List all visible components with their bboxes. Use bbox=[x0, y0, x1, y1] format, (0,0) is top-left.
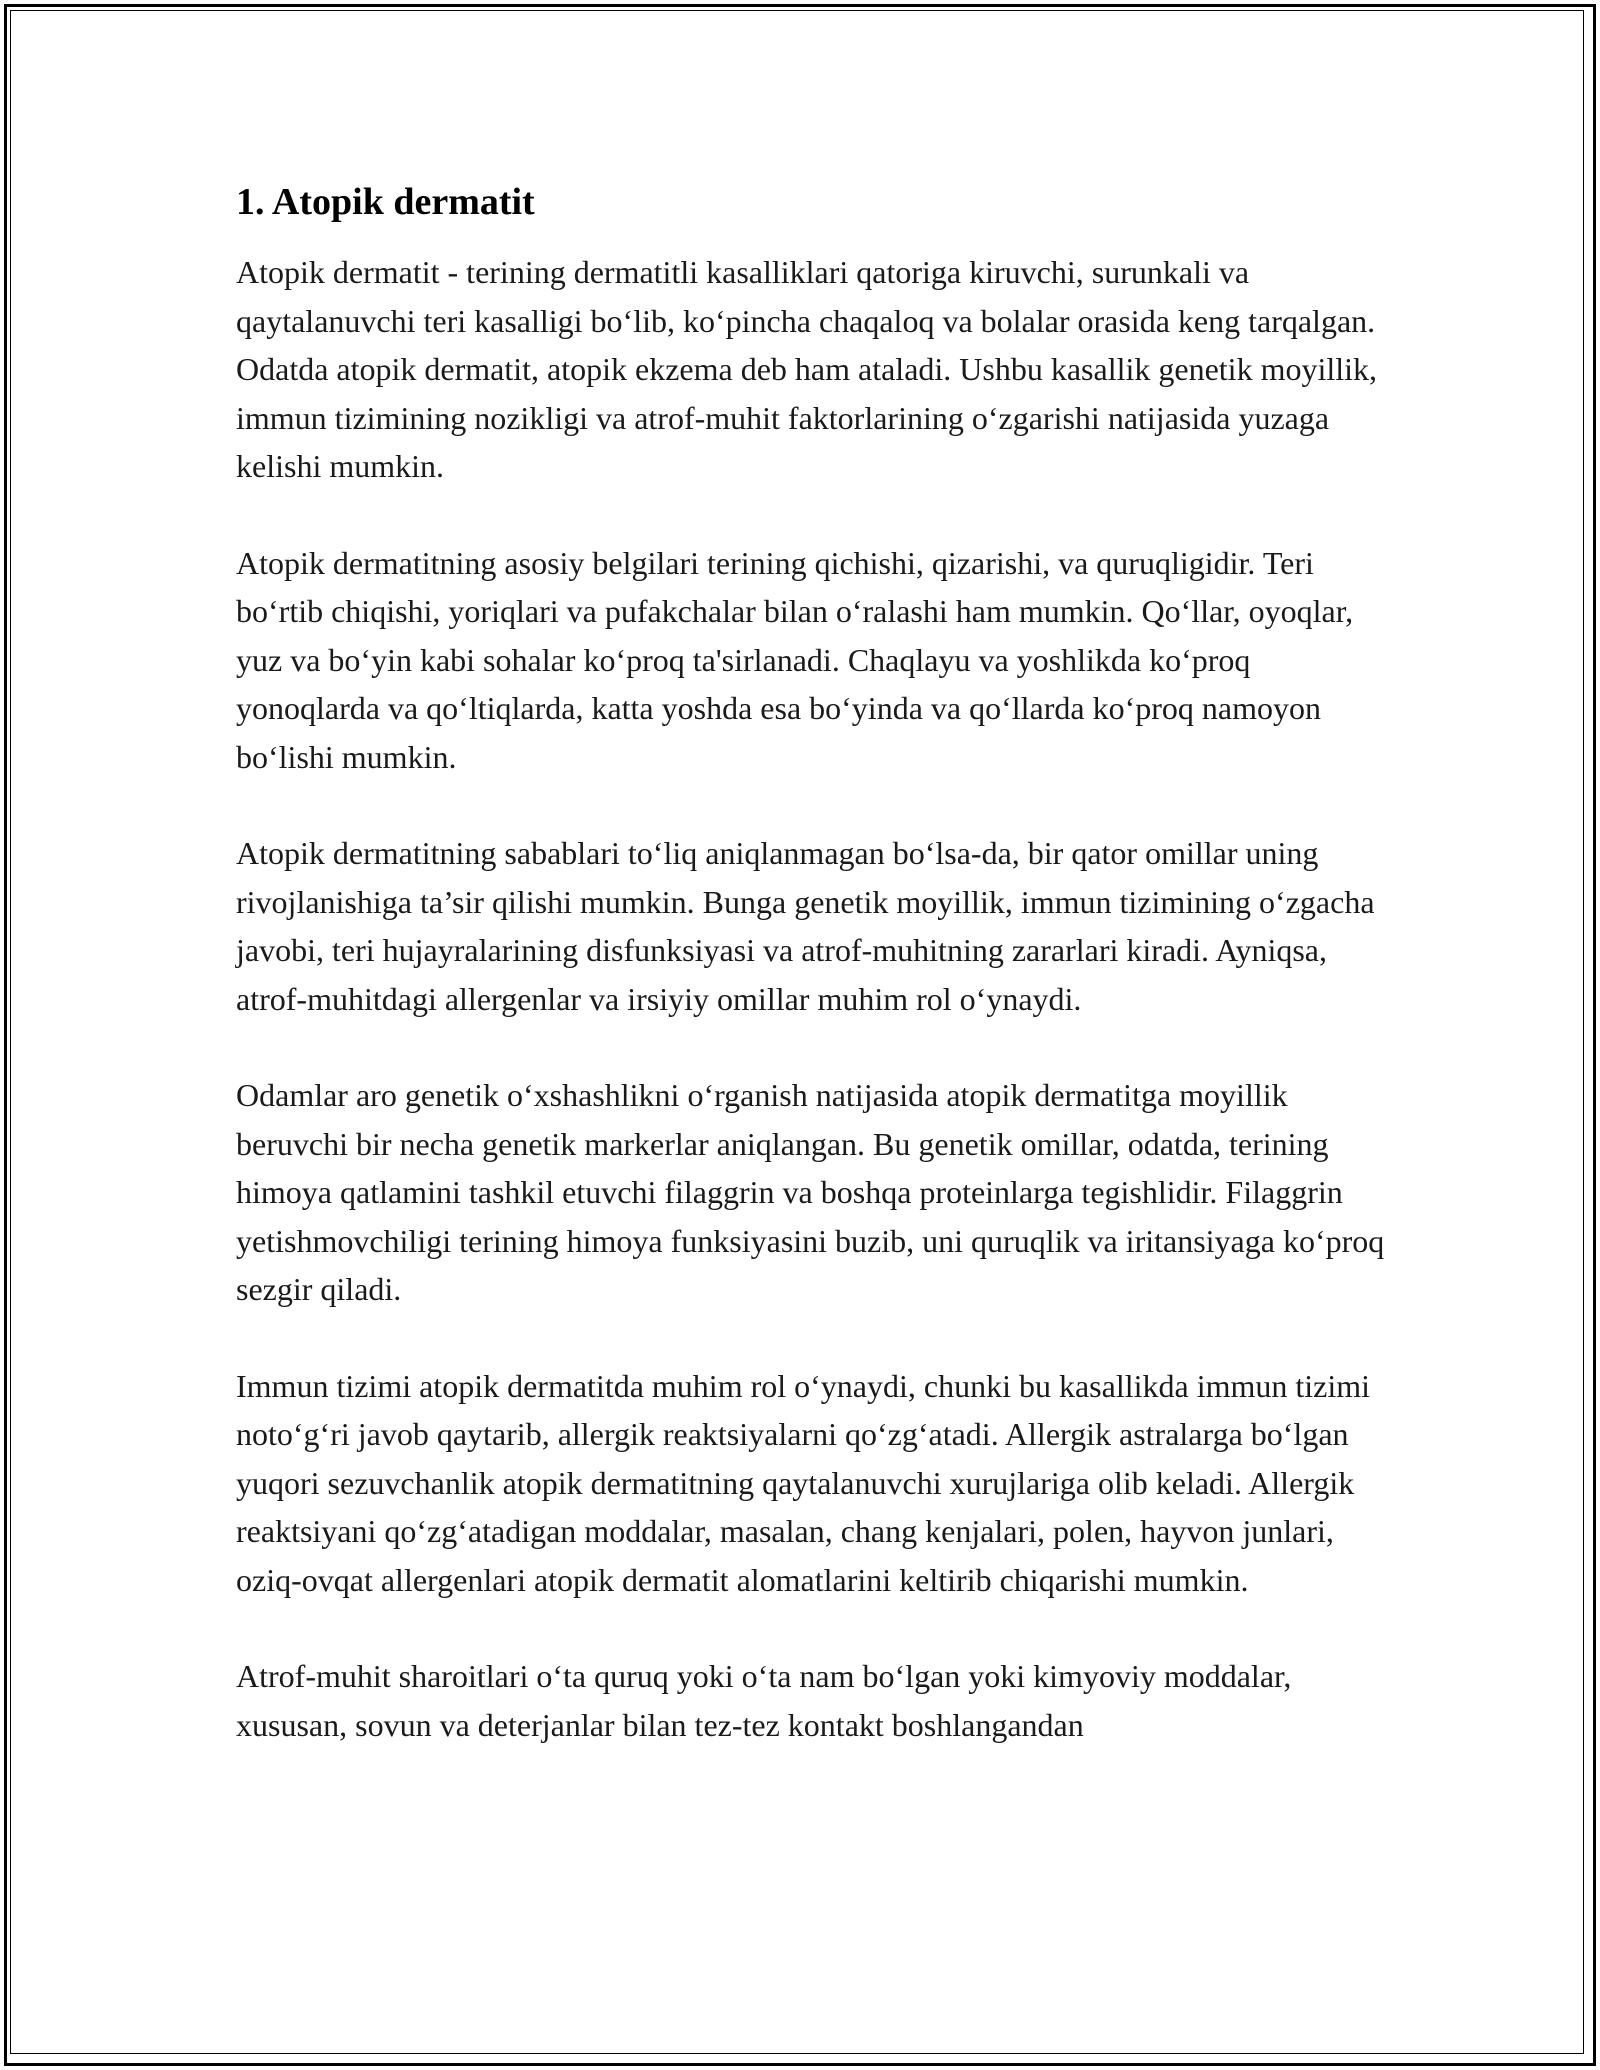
document-body bbox=[236, 178, 1386, 1749]
section-heading: 1. Atopik dermatit bbox=[236, 181, 535, 223]
paragraph-6: Atrof-muhit sharoitlari o‘ta quruq yoki o‘ta nam bo‘lgan yoki kimyoviy moddalar, xususan, sovun va deterjanlar bilan tez-tez kontakt boshlangandan bbox=[236, 1658, 1292, 1743]
paragraph-4: Odamlar aro genetik o‘xshashlikni o‘rganish natijasida atopik dermatitga moyillik beruvchi bir necha genetik markerlar aniqlangan. Bu genetik omillar, odatda, terining himoya qatlamini tashkil etuvchi filaggrin va boshqa proteinlarga tegishlidir. Filaggrin yetishmovchiligi terining himoya funksiyasini buzib, uni quruqlik va iritansiyaga ko‘proq sezgir qiladi. bbox=[236, 1077, 1385, 1307]
paragraph-3: Atopik dermatitning sabablari to‘liq aniqlanmagan bo‘lsa-da, bir qator omillar uning rivojlanishiga ta’sir qilishi mumkin. Bunga genetik moyillik, immun tizimining o‘zgacha javobi, teri hujayralarining disfunksiyasi va atrof-muhitning zararlari kiradi. Ayniqsa, atrof-muhitdagi allergenlar va irsiyiy omillar muhim rol o‘ynaydi. bbox=[236, 835, 1375, 1017]
paragraph-2: Atopik dermatitning asosiy belgilari terining qichishi, qizarishi, va quruqligidir. Teri bo‘rtib chiqishi, yoriqlari va pufakchalar bilan o‘ralashi ham mumkin. Qo‘llar, oyoqlar, yuz va bo‘yin kabi sohalar ko‘proq ta'sirlanadi. Chaqlayu va yoshlikda ko‘proq yonoqlarda va qo‘ltiqlarda, katta yoshda esa bo‘yinda va qo‘llarda ko‘proq namoyon bo‘lishi mumkin. bbox=[236, 544, 1354, 775]
paragraph-5: Immun tizimi atopik dermatitda muhim rol o‘ynaydi, chunki bu kasallikda immun tizimi noto‘g‘ri javob qaytarib, allergik reaktsiyalarni qo‘zg‘atadi. Allergik astralarga bo‘lgan yuqori sezuvchanlik atopik dermatitning qaytalanuvchi xurujlariga olib keladi. Allergik reaktsiyani qo‘zg‘atadigan moddalar, masalan, chang kenjalari, polen, hayvon junlari, oziq-ovqat allergenlari atopik dermatit alomatlarini keltirib chiqarishi mumkin. bbox=[236, 1367, 1371, 1598]
paragraph-1: Atopik dermatit - terining dermatitli kasalliklari qatoriga kiruvchi, surunkali va qaytalanuvchi teri kasalligi bo‘lib, ko‘pincha chaqaloq va bolalar orasida keng tarqalgan. Odatda atopik dermatit, atopik ekzema deb ham ataladi. Ushbu kasallik genetik moyillik, immun tizimining nozikligi va atrof-muhit faktorlarining o‘zgarishi natijasida yuzaga kelishi mumkin. bbox=[236, 254, 1378, 484]
